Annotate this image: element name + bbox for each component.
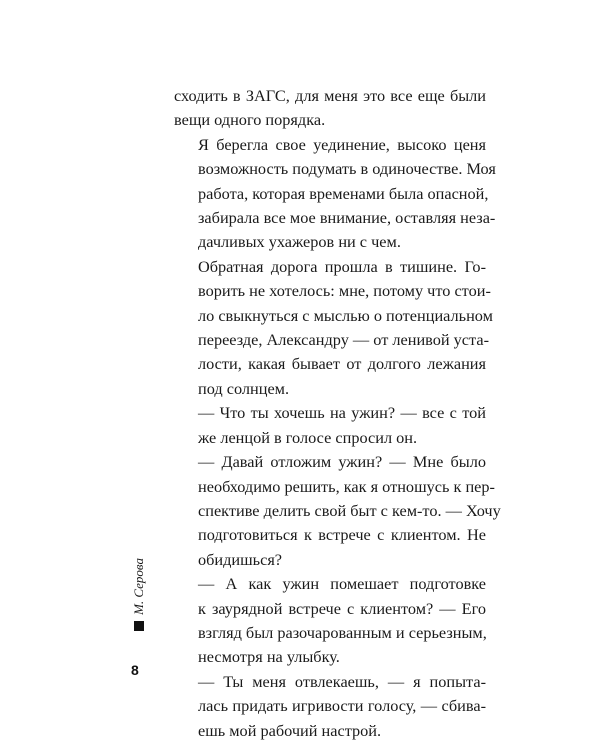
text-line: переезде, Александру — от ленивой уста- [198, 330, 489, 350]
text-line: Обратная дорога прошла в тишине. Го- [198, 256, 486, 276]
text-line: забирала все мое внимание, оставляя неза- [198, 208, 496, 228]
text-line: — Давай отложим ужин? — Мне было [198, 452, 486, 472]
text-line: ешь мой рабочий настрой. [198, 720, 382, 740]
page-number: 8 [131, 662, 139, 678]
text-line: к заурядной встрече с клиентом? — Его [198, 598, 486, 618]
text-line: лости, какая бывает от долгого лежания [198, 354, 486, 374]
text-line: дачливых ухажеров ни с чем. [198, 232, 401, 252]
text-line: подготовиться к встрече с клиентом. Не [198, 525, 486, 545]
text-line: ло свыкнуться с мыслью о потенциальном [198, 305, 493, 325]
body-text [174, 84, 501, 743]
text-line: обидишься? [198, 549, 283, 569]
square-marker-icon [134, 621, 144, 631]
text-line: под солнцем. [198, 378, 290, 398]
text-line: сходить в ЗАГС, для меня это все еще были [174, 86, 486, 105]
paragraph [174, 572, 486, 670]
paragraph [174, 133, 496, 255]
text-line: взгляд был разочарованным и серьезным, [198, 622, 487, 642]
paragraph [174, 401, 486, 450]
text-line: лась придать игривости голосу, — сбива- [198, 696, 486, 716]
text-line: ворить не хотелось: мне, потому что стои- [198, 281, 491, 301]
text-line: Я берегла свое уединение, высоко ценя [198, 134, 486, 154]
paragraph [174, 84, 486, 133]
text-line: несмотря на улыбку. [198, 647, 340, 667]
text-line: — Что ты хочешь на ужин? — все с той [198, 403, 486, 423]
text-line: возможность подумать в одиночестве. Моя [198, 159, 496, 179]
text-line: же ленцой в голосе спросил он. [198, 427, 418, 447]
text-line: — Ты меня отвлекаешь, — я попыта- [198, 671, 486, 691]
text-line: работа, которая временами была опасной, [198, 183, 489, 203]
paragraph [174, 670, 486, 743]
text-line: спективе делить свой быт с кем-то. — Хочу [198, 500, 501, 520]
paragraph [174, 255, 493, 401]
author-name: М. Серова [131, 558, 146, 615]
text-line: необходимо решить, как я отношусь к пер- [198, 476, 495, 496]
text-line: — А как ужин помешает подготовке [198, 574, 486, 594]
text-line: вещи одного порядка. [174, 110, 326, 130]
paragraph [174, 450, 501, 572]
running-head-author [128, 558, 150, 648]
